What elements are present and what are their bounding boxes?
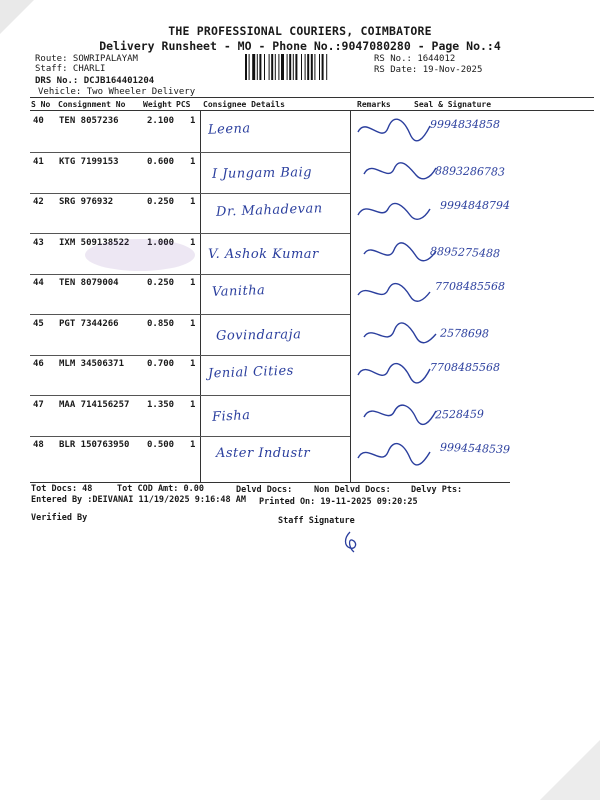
delvy-pts: Delvy Pts: xyxy=(411,485,463,495)
row-signature-phone: 7708485568 xyxy=(430,361,500,374)
row-signature-phone: 7708485568 xyxy=(435,280,505,293)
svg-text:3: 3 xyxy=(95,248,105,263)
row-consignment: TEN 8057236 xyxy=(59,116,119,126)
company-title: THE PROFESSIONAL COURIERS, COIMBATORE xyxy=(168,24,432,38)
row-sno: 41 xyxy=(33,156,44,167)
row-pcs: 1 xyxy=(190,399,196,410)
row-signature-scribble xyxy=(352,357,432,391)
row-sno: 44 xyxy=(33,278,44,288)
col-consignee: Consignee Details xyxy=(203,100,285,109)
col-weight: Weight xyxy=(143,100,172,109)
table-row xyxy=(30,396,600,436)
header-rule-bottom xyxy=(30,110,594,111)
barcode xyxy=(245,54,369,80)
table-row xyxy=(30,193,600,233)
row-weight: 0.850 xyxy=(147,318,175,329)
row-signature-scribble xyxy=(358,398,438,432)
col-sno: S No xyxy=(31,100,51,109)
printed-on: Printed On: 19-11-2025 09:20:25 xyxy=(259,497,418,507)
tot-cod-amt: Tot COD Amt: 0.00 xyxy=(117,484,204,494)
row-consignee-handwritten: Aster Industr xyxy=(216,446,311,461)
row-sno: 43 xyxy=(33,237,44,248)
row-weight: 0.250 xyxy=(147,197,175,207)
row-consignee-handwritten: Jenial Cities xyxy=(207,363,295,382)
row-pcs: 1 xyxy=(190,440,196,450)
non-delvd-docs: Non Delvd Docs: xyxy=(314,485,391,495)
row-consignment: KTG 7199153 xyxy=(59,156,119,167)
stamp-smudge xyxy=(70,233,200,278)
verified-by: Verified By xyxy=(31,513,88,523)
entered-by: Entered By :DEIVANAI 11/19/2025 9:16:48 AM xyxy=(31,495,246,505)
row-signature-phone: 9994548539 xyxy=(439,440,511,457)
row-consignment: SRG 976932 xyxy=(59,197,114,207)
row-consignee-handwritten: V. Ashok Kumar xyxy=(208,246,319,262)
row-sno: 46 xyxy=(33,359,44,369)
table-row xyxy=(30,112,600,152)
vehicle-label: Vehicle: Two Wheeler Delivery xyxy=(38,87,196,97)
page-fold-bottom-right xyxy=(540,740,600,800)
tot-docs: Tot Docs: 48 xyxy=(31,484,93,494)
row-pcs: 1 xyxy=(190,359,196,369)
row-signature-scribble xyxy=(358,155,438,189)
row-consignee-handwritten: Fisha xyxy=(211,407,251,425)
table-row xyxy=(30,315,600,355)
col-pcs: PCS xyxy=(176,100,191,109)
row-weight: 1.350 xyxy=(147,399,175,410)
row-consignee-handwritten: Dr. Mahadevan xyxy=(215,201,323,220)
row-consignment: IXM 509138522 xyxy=(59,237,130,248)
staff-signature-label: Staff Signature xyxy=(278,516,355,526)
row-pcs: 1 xyxy=(190,318,196,329)
row-pcs: 1 xyxy=(190,116,196,126)
svg-text:▓▒▓: ▓▒▓ xyxy=(115,256,136,266)
row-pcs: 1 xyxy=(190,278,196,288)
delvd-docs: Delvd Docs: xyxy=(236,485,293,495)
row-weight: 0.250 xyxy=(147,278,175,288)
header-rule-top xyxy=(30,97,594,98)
row-signature-scribble xyxy=(352,438,432,472)
row-signature-phone: 9994848794 xyxy=(440,199,510,212)
staff-signature-mark xyxy=(340,528,370,556)
row-signature-scribble xyxy=(358,236,438,270)
table-bottom-rule xyxy=(30,482,510,483)
row-signature-scribble xyxy=(352,276,432,310)
row-sno: 42 xyxy=(33,197,44,207)
row-signature-phone: 8893286783 xyxy=(434,163,506,179)
row-consignment: BLR 150763950 xyxy=(59,440,130,450)
row-pcs: 1 xyxy=(190,156,196,167)
row-consignee-handwritten: Vanitha xyxy=(211,283,266,300)
col-remarks: Remarks xyxy=(357,100,391,109)
row-consignment: PGT 7344266 xyxy=(59,318,119,329)
row-signature-phone: 2578698 xyxy=(439,326,490,340)
table-row xyxy=(30,355,600,395)
drs-label: DRS No.: DCJB164401204 xyxy=(35,76,155,86)
row-signature-scribble xyxy=(358,317,438,351)
row-sno: 47 xyxy=(33,399,44,410)
row-weight: 0.600 xyxy=(147,156,175,167)
staff-label: Staff: CHARLI xyxy=(35,64,106,74)
row-consignee-handwritten: Govindaraja xyxy=(215,326,302,344)
col-consignment: Consignment No xyxy=(58,100,126,109)
row-sno: 45 xyxy=(33,318,44,329)
row-weight: 0.700 xyxy=(147,359,175,369)
table-row xyxy=(30,153,600,193)
row-sno: 40 xyxy=(33,116,44,126)
table-row xyxy=(30,274,600,314)
row-weight: 1.000 xyxy=(147,237,175,248)
row-consignment: MLM 34506371 xyxy=(59,359,125,369)
row-pcs: 1 xyxy=(190,197,196,207)
route-label: Route: SOWRIPALAYAM xyxy=(35,54,138,64)
row-consignee-handwritten: I Jungam Baig xyxy=(211,164,313,182)
runsheet-subtitle: Delivery Runsheet - MO - Phone No.:9047080280 - Page No.:4 xyxy=(99,39,501,53)
col-seal: Seal & Signature xyxy=(414,100,492,109)
row-sno: 48 xyxy=(33,440,44,450)
rs-no-label: RS No.: 1644012 xyxy=(374,54,456,64)
row-consignment: TEN 8079004 xyxy=(59,278,119,288)
row-signature-phone: 9994834858 xyxy=(430,118,500,131)
rs-date-label: RS Date: 19-Nov-2025 xyxy=(374,65,483,75)
row-consignee-handwritten: Leena xyxy=(207,121,251,138)
row-consignment: MAA 714156257 xyxy=(59,399,130,410)
row-signature-scribble xyxy=(352,114,432,148)
row-signature-phone: 2528459 xyxy=(434,407,485,421)
row-weight: 0.500 xyxy=(147,440,175,450)
table-row xyxy=(30,436,600,476)
row-weight: 2.100 xyxy=(147,116,175,126)
row-signature-scribble xyxy=(352,195,432,229)
row-signature-phone: 8895275488 xyxy=(429,244,501,260)
row-pcs: 1 xyxy=(190,237,196,248)
